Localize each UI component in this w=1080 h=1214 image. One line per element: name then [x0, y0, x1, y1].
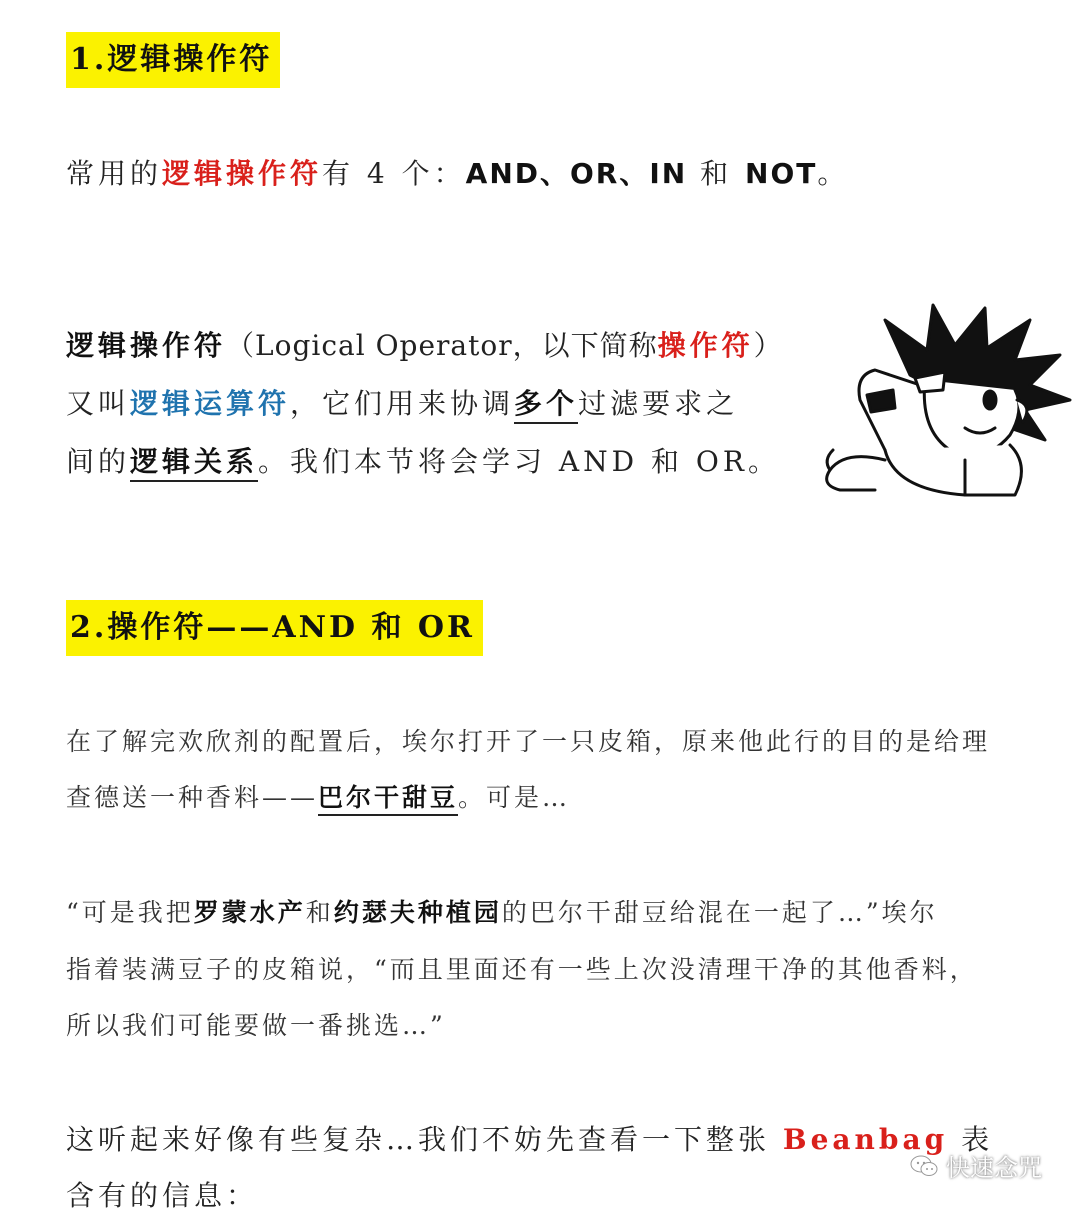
desc-text: 。我们本节将会学习 AND 和 OR。	[258, 445, 780, 478]
section-2-heading: 2.操作符——AND 和 OR	[66, 600, 483, 656]
desc-line-2	[66, 382, 738, 422]
story-text: 和	[305, 898, 334, 927]
intro-text: 有 4 个：	[322, 157, 466, 190]
desc-underline: 多个	[514, 387, 578, 424]
goku-saluting-icon	[815, 300, 1075, 500]
desc-text: 过滤要求之	[578, 387, 739, 420]
story-text: 查德送一种香料——	[66, 783, 319, 812]
closing-text: 表	[948, 1123, 994, 1156]
watermark-text: 快速念咒	[946, 1154, 1042, 1182]
intro-text: 和	[687, 157, 746, 190]
story1-line-2	[66, 778, 570, 814]
intro-text: 常用的	[66, 157, 163, 190]
desc-line-1	[66, 324, 786, 364]
story1-line-1: 在了解完欢欣剂的配置后，埃尔打开了一只皮箱，原来他此行的目的是给理	[66, 727, 991, 756]
watermark	[910, 1148, 1042, 1183]
story-text: 。可是…	[458, 783, 571, 812]
closing-line-2: 含有的信息：	[66, 1179, 259, 1212]
story-bold: 罗蒙水产	[193, 898, 306, 927]
operator-list: AND、OR、IN	[465, 157, 688, 190]
story2-line-1	[66, 893, 938, 929]
closing-line-1	[66, 1118, 993, 1158]
story-underline: 巴尔干甜豆	[318, 783, 458, 816]
story-text: 的巴尔干甜豆给混在一起了…”埃尔	[501, 898, 938, 927]
story-bold: 约瑟夫种植园	[333, 898, 502, 927]
closing-text: 这听起来好像有些复杂…我们不妨先查看一下整张	[66, 1123, 783, 1156]
intro-highlight: 逻辑操作符	[162, 157, 323, 190]
desc-underline: 逻辑关系	[130, 445, 258, 482]
desc-highlight: 操作符	[657, 329, 754, 362]
intro-paragraph	[66, 152, 849, 192]
desc-term: 逻辑操作符	[66, 329, 227, 362]
desc-text: （Logical Operator，以下简称	[226, 329, 658, 362]
desc-text: 间的	[66, 445, 131, 478]
desc-line-3	[66, 440, 780, 480]
story2-line-3: 所以我们可能要做一番挑选…”	[66, 1011, 446, 1040]
closing-highlight: Beanbag	[782, 1123, 949, 1156]
section-1-heading: 1.逻辑操作符	[66, 32, 280, 88]
operator-not: NOT	[745, 157, 818, 190]
story-text: “可是我把	[66, 898, 194, 927]
desc-text: ）	[753, 329, 786, 362]
desc-text: 又叫	[66, 387, 131, 420]
story2-line-2: 指着装满豆子的皮箱说，“而且里面还有一些上次没清理干净的其他香料，	[66, 955, 978, 984]
desc-text: ，它们用来协调	[290, 387, 515, 420]
desc-highlight-blue: 逻辑运算符	[130, 387, 291, 420]
intro-text: 。	[817, 157, 850, 190]
wechat-icon	[910, 1154, 938, 1178]
